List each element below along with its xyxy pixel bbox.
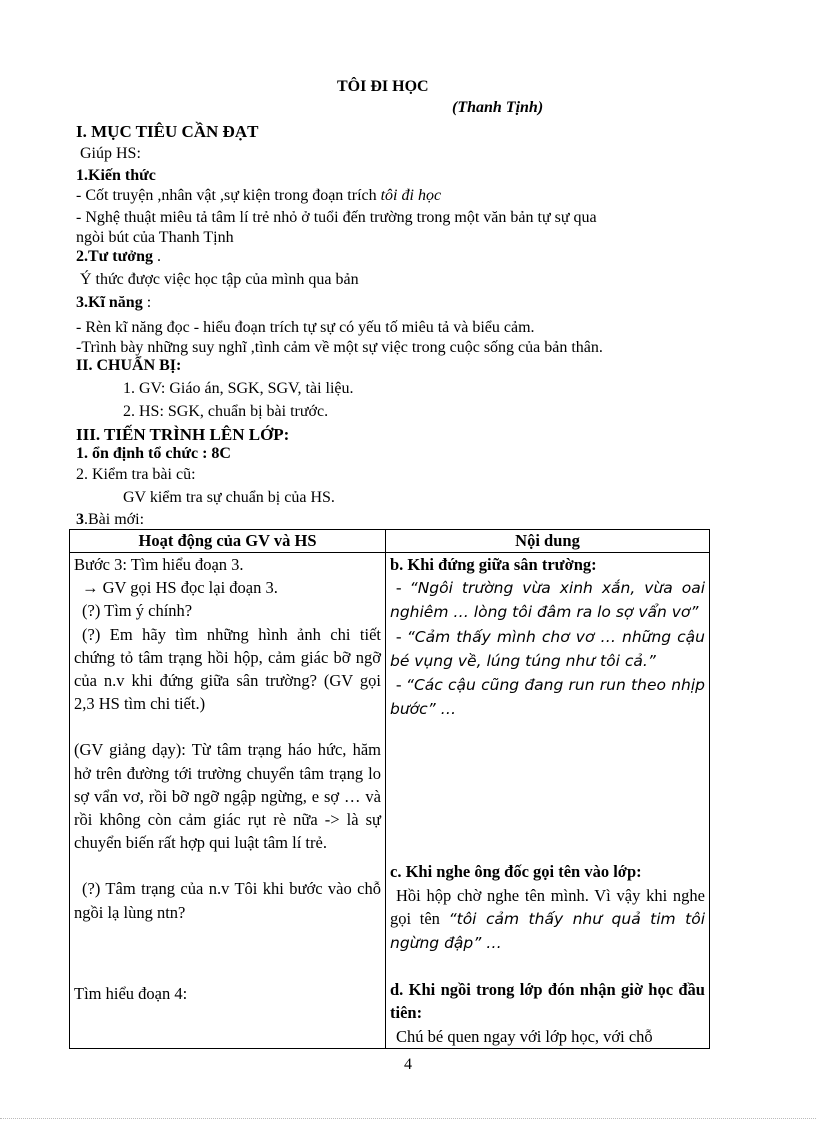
table-row	[70, 553, 710, 1049]
procedure-step-1: 1. ổn định tổ chức : 8C	[76, 445, 231, 462]
procedure-step-3-text: .Bài mới:	[84, 511, 145, 528]
thought-heading	[76, 247, 161, 266]
spacer	[74, 854, 381, 877]
procedure-step-2-detail: GV kiểm tra sự chuẩn bị của HS.	[123, 489, 335, 506]
spacer	[74, 715, 381, 738]
activities-cell	[70, 553, 386, 1049]
document-title: TÔI ĐI HỌC	[337, 78, 429, 95]
quote-text: “Ngôi trường vừa xinh xắn, vừa oai nghiêm … lòng tôi đâm ra lo sợ vẩn vơ”	[390, 579, 706, 622]
quote-text: “Cảm thấy mình chơ vơ … những cậu bé vụng về, lúng túng như tôi cả.”	[390, 627, 705, 670]
page-number: 4	[404, 1056, 412, 1073]
thought-heading-suffix: .	[152, 248, 161, 265]
table-header-activities: Hoạt động của GV và HS	[70, 530, 386, 553]
activity-step-3: Bước 3: Tìm hiểu đoạn 3.	[74, 555, 244, 574]
spacer	[390, 955, 705, 978]
author-name: (Thanh Tịnh)	[452, 99, 544, 116]
content-heading-c: c. Khi nghe ông đốc gọi tên vào lớp:	[390, 862, 642, 882]
content-d-text: Chú bé quen ngay với lớp học, với chỗ	[396, 1026, 653, 1046]
content-b-quote-2: - “Cảm thấy mình chơ vơ … những cậu bé vụng về, lúng túng như tôi cả.”	[390, 626, 705, 670]
knowledge-line-1-italic: tôi đi học	[380, 187, 442, 204]
lesson-activity-table	[69, 529, 710, 1049]
activity-teacher-explanation: (GV giảng dạy): Từ tâm trạng háo hức, hăm hở trên đường tới trường chuyển tâm trạng lo sợ vẩn vơ, rồi bỡ ngỡ ngập ngừng, e sợ … và rồi không còn cảm giác rụt rè nữa -> là sự chuyển biến rất hợp qui luật tâm lí trẻ.	[74, 740, 381, 853]
knowledge-heading: 1.Kiến thức	[76, 167, 156, 184]
spacer	[390, 721, 705, 860]
content-b-quote-3: - “Các cậu cũng đang run run theo nhịp bước” …	[390, 675, 705, 719]
procedure-step-3-number: 3	[76, 511, 84, 528]
thought-line-1: Ý thức được việc học tập của mình qua bản	[80, 271, 359, 288]
procedure-step-2: 2. Kiểm tra bài cũ:	[76, 466, 196, 483]
content-cell	[386, 553, 710, 1049]
activity-question-main-idea: (?) Tìm ý chính?	[82, 601, 193, 621]
content-c-quote: “tôi cảm thấy như quả tim tôi ngừng đập” …	[390, 909, 705, 953]
thought-heading-text: 2.Tư tưởng	[76, 248, 153, 265]
skills-heading	[76, 293, 151, 312]
skills-heading-suffix: :	[142, 294, 152, 311]
section-heading-objectives: I. MỤC TIÊU CẦN ĐẠT	[76, 122, 259, 141]
section-heading-procedure: III. TIẾN TRÌNH LÊN LỚP:	[76, 425, 290, 444]
knowledge-line-1-text: - Cốt truyện ,nhân vật ,sự kiện trong đoạn trích	[76, 187, 381, 204]
page-bottom-divider	[0, 1118, 816, 1119]
procedure-step-3	[76, 510, 144, 529]
activity-read-aloud: → GV gọi HS đọc lại đoạn 3.	[82, 578, 278, 598]
quote-text: “Các cậu cũng đang run run theo nhịp bước” …	[390, 676, 705, 719]
knowledge-line-1	[76, 186, 441, 205]
activity-question-seat: (?) Tâm trạng của n.v Tôi khi bước vào chỗ ngồi lạ lùng ntn?	[74, 879, 381, 922]
preparation-item-1: 1. GV: Giáo án, SGK, SGV, tài liệu.	[123, 380, 354, 397]
content-heading-d: d. Khi ngồi trong lớp đón nhận giờ học đầu tiên:	[390, 980, 705, 1023]
spacer	[74, 924, 381, 982]
knowledge-line-3: ngòi bút của Thanh Tịnh	[76, 229, 234, 246]
activity-question-details: (?) Em hãy tìm những hình ảnh chi tiết chứng tỏ tâm trạng hồi hộp, cảm giác bỡ ngỡ của n.v khi đứng giữa sân trường? (GV gọi 2,3 HS tìm chi tiết.)	[74, 624, 381, 714]
objectives-intro: Giúp HS:	[80, 145, 141, 162]
table-header-row	[70, 530, 710, 553]
skills-heading-text: 3.Kĩ năng	[76, 294, 143, 311]
skills-line-1: - Rèn kĩ năng đọc - hiểu đoạn trích tự sự có yếu tố miêu tả và biểu cảm.	[76, 319, 535, 336]
content-c-text	[390, 884, 705, 956]
content-heading-b: b. Khi đứng giữa sân trường:	[390, 555, 597, 574]
table-header-content: Nội dung	[386, 530, 710, 553]
knowledge-line-2: - Nghệ thuật miêu tả tâm lí trẻ nhỏ ở tuổi đến trường trong một văn bản tự sự qua	[76, 209, 597, 226]
activity-section-4: Tìm hiểu đoạn 4:	[74, 983, 188, 1003]
section-heading-preparation: II. CHUẨN BỊ:	[76, 357, 182, 374]
content-c-plain: Hồi hộp chờ nghe tên mình. Vì vậy khi nghe gọi tên	[390, 885, 705, 928]
preparation-item-2: 2. HS: SGK, chuẩn bị bài trước.	[123, 403, 329, 420]
content-b-quote-1: - “Ngôi trường vừa xinh xắn, vừa oai nghiêm … lòng tôi đâm ra lo sợ vẩn vơ”	[390, 578, 706, 622]
skills-line-2: -Trình bày những suy nghĩ ,tình cảm về một sự việc trong cuộc sống của bản thân.	[76, 339, 603, 356]
